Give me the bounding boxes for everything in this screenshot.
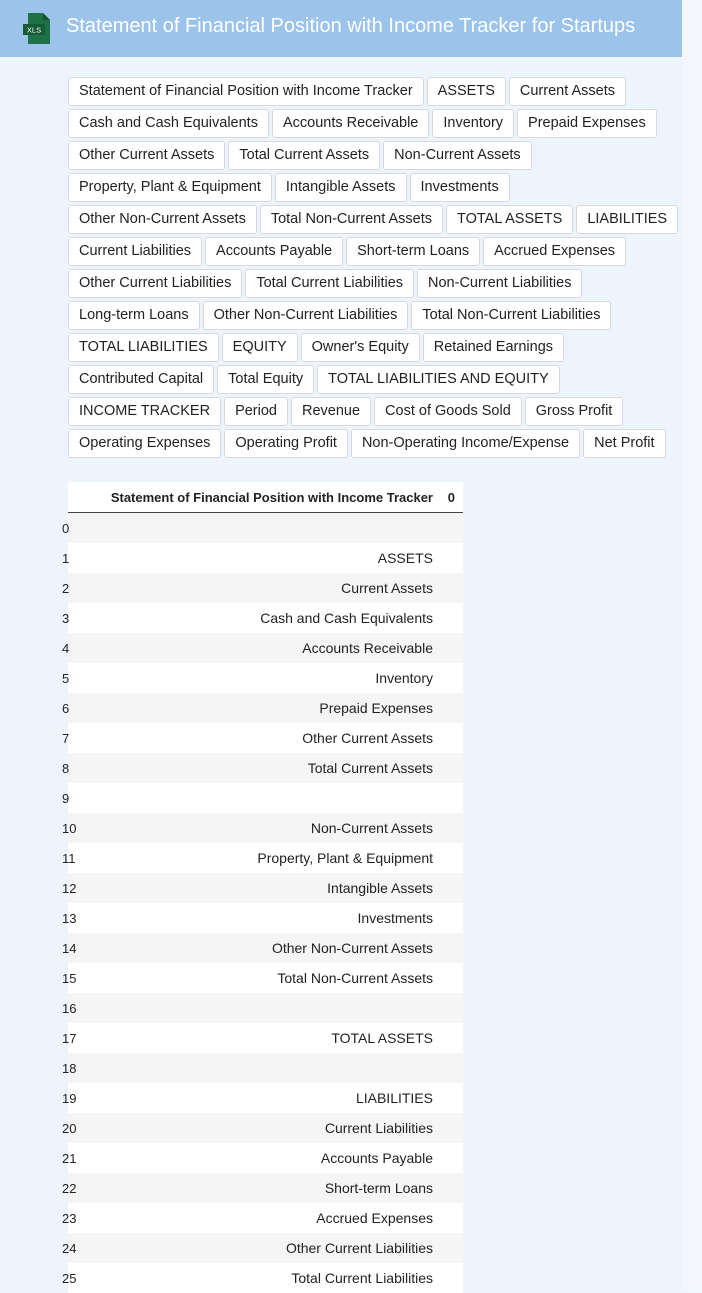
page-header <box>0 0 682 57</box>
row-index: 2 <box>62 581 70 596</box>
table-row <box>62 1233 463 1263</box>
row-value: Investments <box>357 910 433 926</box>
column-chip[interactable]: Long-term Loans <box>68 301 200 330</box>
column-chip[interactable]: Property, Plant & Equipment <box>68 173 272 202</box>
column-chip[interactable]: EQUITY <box>222 333 298 362</box>
table-row <box>62 603 463 633</box>
column-chip[interactable]: Total Equity <box>217 365 314 394</box>
row-index: 22 <box>62 1181 77 1196</box>
table-row <box>62 1203 463 1233</box>
row-value: Prepaid Expenses <box>319 700 433 716</box>
row-index: 13 <box>62 911 77 926</box>
row-value: Cash and Cash Equivalents <box>260 610 433 626</box>
column-chip[interactable]: Operating Profit <box>224 429 348 458</box>
column-chip[interactable]: Non-Current Assets <box>383 141 532 170</box>
column-chip[interactable]: Cash and Cash Equivalents <box>68 109 269 138</box>
table-header-title: Statement of Financial Position with Income Tracker <box>110 490 433 505</box>
row-index: 19 <box>62 1091 77 1106</box>
row-index: 11 <box>62 851 76 866</box>
column-chip[interactable]: Other Current Liabilities <box>68 269 242 298</box>
table-row <box>62 573 463 603</box>
row-value: LIABILITIES <box>355 1090 433 1106</box>
column-chip[interactable]: Other Non-Current Assets <box>68 205 257 234</box>
column-chip[interactable]: Period <box>224 397 288 426</box>
row-index: 1 <box>62 551 70 566</box>
column-chip[interactable]: Operating Expenses <box>68 429 221 458</box>
row-index: 4 <box>62 641 70 656</box>
table-row <box>62 1173 463 1203</box>
column-chip[interactable]: Current Assets <box>509 77 626 106</box>
column-chip[interactable]: Owner's Equity <box>301 333 420 362</box>
column-chip-list <box>68 77 688 458</box>
column-chip[interactable]: Other Current Assets <box>68 141 225 170</box>
table-row <box>62 723 463 753</box>
table-row <box>62 1023 463 1053</box>
column-chip[interactable]: Short-term Loans <box>346 237 480 266</box>
column-chip[interactable]: Other Non-Current Liabilities <box>203 301 409 330</box>
column-chip[interactable]: TOTAL LIABILITIES <box>68 333 219 362</box>
row-value: Intangible Assets <box>327 880 433 896</box>
table-row <box>62 963 463 993</box>
row-value: Short-term Loans <box>324 1180 433 1196</box>
row-index: 12 <box>62 881 77 896</box>
row-index: 3 <box>62 611 70 626</box>
table-row <box>62 1263 463 1293</box>
table-row <box>62 903 463 933</box>
row-index: 8 <box>62 761 70 776</box>
column-chip[interactable]: ASSETS <box>427 77 506 106</box>
row-index: 20 <box>62 1121 77 1136</box>
column-chip[interactable]: TOTAL LIABILITIES AND EQUITY <box>317 365 560 394</box>
table-row <box>62 543 463 573</box>
row-value: Total Current Assets <box>307 760 433 776</box>
table-row <box>62 1113 463 1143</box>
column-chip[interactable]: Accounts Payable <box>205 237 343 266</box>
column-chip[interactable]: Total Non-Current Liabilities <box>411 301 611 330</box>
column-chip[interactable]: Accounts Receivable <box>272 109 429 138</box>
row-value: Accrued Expenses <box>316 1210 433 1226</box>
table-row <box>62 1143 463 1173</box>
table-header-column: 0 <box>447 490 455 505</box>
row-index: 9 <box>62 791 70 806</box>
row-index: 0 <box>62 521 70 536</box>
row-index: 10 <box>62 821 77 836</box>
row-value: Current Liabilities <box>324 1120 433 1136</box>
row-index: 18 <box>62 1061 77 1076</box>
row-value: TOTAL ASSETS <box>331 1030 433 1046</box>
column-chip[interactable]: TOTAL ASSETS <box>446 205 573 234</box>
column-chip[interactable]: Revenue <box>291 397 371 426</box>
row-index: 16 <box>62 1001 77 1016</box>
column-chip[interactable]: Gross Profit <box>525 397 624 426</box>
row-index: 7 <box>62 731 70 746</box>
row-value: Other Current Liabilities <box>285 1240 433 1256</box>
table-row <box>62 753 463 783</box>
column-chip[interactable]: Prepaid Expenses <box>517 109 657 138</box>
xls-file-icon <box>23 13 50 44</box>
table-row <box>62 933 463 963</box>
column-chip[interactable]: Statement of Financial Position with Income Tracker <box>68 77 424 106</box>
column-chip[interactable]: Retained Earnings <box>423 333 564 362</box>
table-row <box>62 1053 463 1083</box>
table-body <box>62 513 463 1293</box>
row-value: Non-Current Assets <box>310 820 433 836</box>
column-chip[interactable]: Accrued Expenses <box>483 237 626 266</box>
row-value: Total Non-Current Assets <box>277 970 433 986</box>
column-chip[interactable]: Net Profit <box>583 429 665 458</box>
table-row <box>62 693 463 723</box>
row-value: Property, Plant & Equipment <box>257 850 433 866</box>
data-table <box>62 482 463 1293</box>
table-row <box>62 513 463 543</box>
row-index: 6 <box>62 701 70 716</box>
table-row <box>62 783 463 813</box>
column-chip[interactable]: Non-Current Liabilities <box>417 269 582 298</box>
table-row <box>62 993 463 1023</box>
column-chip[interactable]: Non-Operating Income/Expense <box>351 429 580 458</box>
row-index: 5 <box>62 671 70 686</box>
column-chip[interactable]: LIABILITIES <box>576 205 678 234</box>
column-chip[interactable]: Current Liabilities <box>68 237 202 266</box>
row-index: 17 <box>62 1031 77 1046</box>
table-row <box>62 813 463 843</box>
column-chip[interactable]: Total Non-Current Assets <box>260 205 443 234</box>
row-value: Inventory <box>375 670 433 686</box>
row-value: Total Current Liabilities <box>291 1270 433 1286</box>
table-row <box>62 873 463 903</box>
column-chip[interactable]: Cost of Goods Sold <box>374 397 522 426</box>
column-chip[interactable]: Total Current Assets <box>228 141 380 170</box>
table-row <box>62 1083 463 1113</box>
column-chip[interactable]: INCOME TRACKER <box>68 397 221 426</box>
xls-icon-label: XLS <box>26 25 42 35</box>
row-index: 15 <box>62 971 77 986</box>
row-value: Accounts Receivable <box>302 640 433 656</box>
row-index: 25 <box>62 1271 77 1286</box>
row-value: Current Assets <box>341 580 433 596</box>
row-index: 23 <box>62 1211 77 1226</box>
column-chip[interactable]: Contributed Capital <box>68 365 214 394</box>
column-chip[interactable]: Inventory <box>432 109 514 138</box>
row-value: Other Non-Current Assets <box>271 940 433 956</box>
table-row <box>62 663 463 693</box>
row-value: Other Current Assets <box>302 730 433 746</box>
row-index: 21 <box>62 1151 77 1166</box>
column-chip[interactable]: Total Current Liabilities <box>245 269 414 298</box>
table-header-row <box>68 482 463 513</box>
row-value: ASSETS <box>377 550 433 566</box>
table-row <box>62 633 463 663</box>
row-index: 14 <box>62 941 77 956</box>
page-title: Statement of Financial Position with Income Tracker for Startups <box>66 15 636 37</box>
column-chip[interactable]: Intangible Assets <box>275 173 407 202</box>
column-chip[interactable]: Investments <box>410 173 510 202</box>
row-index: 24 <box>62 1241 77 1256</box>
table-row <box>62 843 463 873</box>
row-value: Accounts Payable <box>320 1150 433 1166</box>
